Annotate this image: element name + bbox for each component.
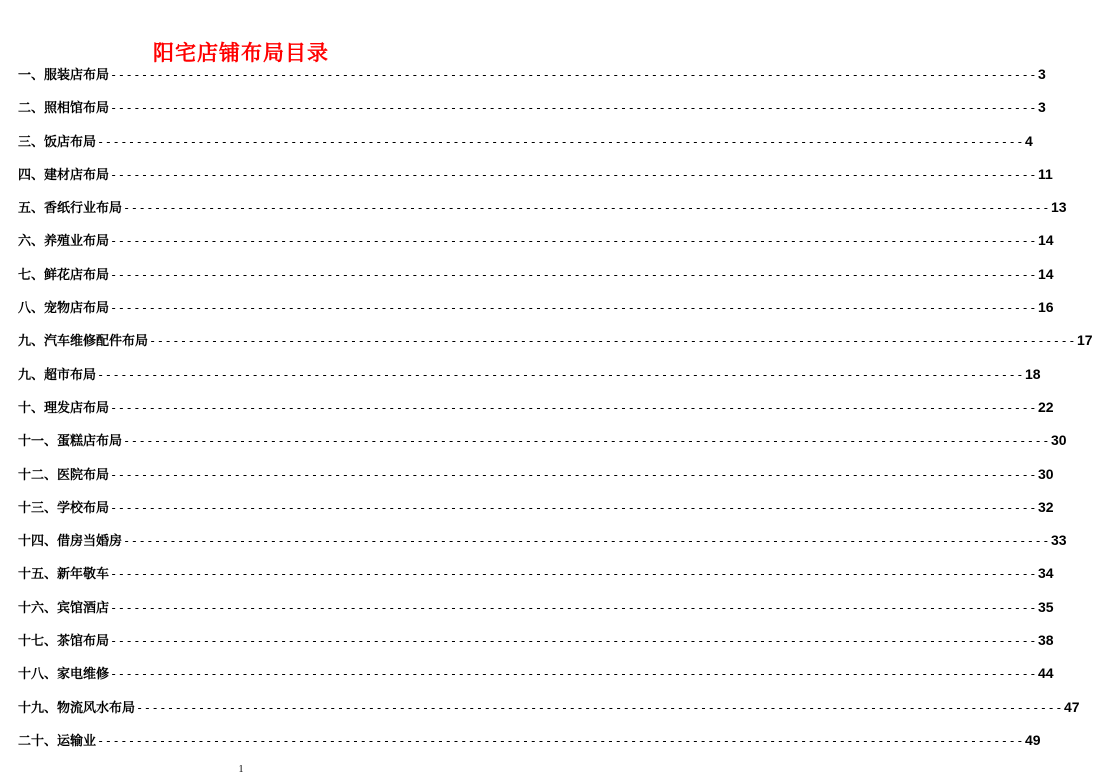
- toc-dot-leader: ------------------------------------------------------------------------------------------------------------------------: [110, 634, 1037, 649]
- toc-entry-page-number: 13: [1050, 199, 1067, 216]
- toc-entry[interactable]: [18, 260, 1054, 293]
- toc-entry-label: 十三、学校布局: [18, 500, 110, 516]
- toc-entry[interactable]: [18, 293, 1054, 326]
- toc-entry-label: 十六、宾馆酒店: [18, 600, 110, 616]
- toc-entry[interactable]: [18, 559, 1054, 592]
- toc-dot-leader: ------------------------------------------------------------------------------------------------------------------------: [110, 600, 1037, 615]
- toc-dot-leader: ------------------------------------------------------------------------------------------------------------------------: [110, 101, 1037, 116]
- toc-entry-label: 二十、运输业: [18, 733, 97, 749]
- toc-entry[interactable]: [18, 493, 1054, 526]
- toc-entry-page-number: 3: [1037, 99, 1046, 116]
- toc-entry-page-number: 14: [1037, 232, 1054, 249]
- toc-entry[interactable]: [18, 393, 1054, 426]
- toc-entry-page-number: 32: [1037, 498, 1054, 515]
- toc-entry[interactable]: [18, 127, 1033, 160]
- toc-entry-label: 九、汽车维修配件布局: [18, 334, 149, 350]
- toc-entry-page-number: 34: [1037, 565, 1054, 582]
- toc-entry-label: 六、养殖业布局: [18, 234, 110, 250]
- toc-dot-leader: ------------------------------------------------------------------------------------------------------------------------: [110, 500, 1037, 515]
- toc-entry-page-number: 35: [1037, 598, 1054, 615]
- toc-entry[interactable]: [18, 193, 1067, 226]
- toc-entry[interactable]: [18, 726, 1041, 759]
- toc-entry[interactable]: [18, 326, 1093, 359]
- toc-entry-page-number: 14: [1037, 265, 1054, 282]
- toc-dot-leader: ------------------------------------------------------------------------------------------------------------------------: [136, 700, 1063, 715]
- toc-entry[interactable]: [18, 659, 1054, 692]
- toc-entry[interactable]: [18, 226, 1054, 259]
- toc-entry-label: 十一、蛋糕店布局: [18, 434, 123, 450]
- page-number: 1: [238, 764, 244, 775]
- toc-entry[interactable]: [18, 626, 1054, 659]
- toc-entry[interactable]: [18, 360, 1041, 393]
- toc-entry-page-number: 38: [1037, 632, 1054, 649]
- toc-dot-leader: ------------------------------------------------------------------------------------------------------------------------: [110, 667, 1037, 682]
- toc-entry-page-number: 44: [1037, 665, 1054, 682]
- toc-entry-label: 一、服装店布局: [18, 68, 110, 83]
- toc-entry-page-number: 16: [1037, 299, 1054, 316]
- toc-dot-leader: ------------------------------------------------------------------------------------------------------------------------: [97, 733, 1024, 748]
- toc-dot-leader: ------------------------------------------------------------------------------------------------------------------------: [123, 534, 1050, 549]
- toc-entry-page-number: 18: [1024, 365, 1041, 382]
- toc-entry-label: 七、鲜花店布局: [18, 267, 110, 283]
- toc-dot-leader: ------------------------------------------------------------------------------------------------------------------------: [110, 567, 1037, 582]
- toc-entry-label: 四、建材店布局: [18, 167, 110, 183]
- toc-dot-leader: ------------------------------------------------------------------------------------------------------------------------: [110, 167, 1037, 182]
- toc-dot-leader: ------------------------------------------------------------------------------------------------------------------------: [110, 301, 1037, 316]
- toc-entry[interactable]: [18, 426, 1067, 459]
- toc-dot-leader: ------------------------------------------------------------------------------------------------------------------------: [110, 267, 1037, 282]
- toc-entry[interactable]: [18, 60, 1046, 93]
- toc-dot-leader: ------------------------------------------------------------------------------------------------------------------------: [97, 134, 1024, 149]
- toc-entry-label: 十二、医院布局: [18, 467, 110, 483]
- toc-entry[interactable]: [18, 460, 1054, 493]
- toc-entry[interactable]: [18, 160, 1053, 193]
- toc-dot-leader: ------------------------------------------------------------------------------------------------------------------------: [97, 367, 1024, 382]
- toc-entry-label: 十五、新年敬车: [18, 567, 110, 583]
- toc-entry-label: 九、超市布局: [18, 367, 97, 383]
- toc-entry-page-number: 30: [1050, 432, 1067, 449]
- toc-entry[interactable]: [18, 693, 1080, 726]
- toc-entry-page-number: 11: [1037, 165, 1053, 182]
- toc-entry[interactable]: [18, 593, 1054, 626]
- toc-entry-label: 八、宠物店布局: [18, 301, 110, 317]
- toc-entry-page-number: 49: [1024, 731, 1041, 748]
- toc-dot-leader: ------------------------------------------------------------------------------------------------------------------------: [110, 400, 1037, 415]
- toc-entry[interactable]: [18, 526, 1067, 559]
- toc-entry-page-number: 22: [1037, 398, 1054, 415]
- toc-entry-page-number: 17: [1076, 332, 1093, 349]
- toc-dot-leader: ------------------------------------------------------------------------------------------------------------------------: [123, 434, 1050, 449]
- toc-entry-page-number: 47: [1063, 698, 1080, 715]
- toc-entry-label: 十九、物流风水布局: [18, 700, 136, 716]
- toc-entry-label: 十四、借房当婚房: [18, 534, 123, 550]
- toc-dot-leader: ------------------------------------------------------------------------------------------------------------------------: [110, 234, 1037, 249]
- table-of-contents: [18, 60, 1093, 759]
- toc-entry-page-number: 4: [1024, 132, 1033, 149]
- toc-entry-label: 十八、家电维修: [18, 667, 110, 683]
- toc-dot-leader: ------------------------------------------------------------------------------------------------------------------------: [123, 201, 1050, 216]
- toc-entry-label: 二、照相馆布局: [18, 101, 110, 117]
- toc-entry-page-number: 33: [1050, 532, 1067, 549]
- toc-dot-leader: ------------------------------------------------------------------------------------------------------------------------: [110, 467, 1037, 482]
- toc-dot-leader: ------------------------------------------------------------------------------------------------------------------------: [149, 334, 1076, 349]
- toc-entry-label: 三、饭店布局: [18, 134, 97, 150]
- toc-entry-page-number: 30: [1037, 465, 1054, 482]
- toc-entry-page-number: 3: [1037, 66, 1046, 82]
- toc-entry-label: 五、香纸行业布局: [18, 201, 123, 217]
- toc-dot-leader: ------------------------------------------------------------------------------------------------------------------------: [110, 68, 1037, 82]
- toc-entry-label: 十七、茶馆布局: [18, 634, 110, 650]
- document-title: 阳宅店铺布局目录: [153, 41, 329, 66]
- toc-entry[interactable]: [18, 93, 1046, 126]
- toc-entry-label: 十、理发店布局: [18, 400, 110, 416]
